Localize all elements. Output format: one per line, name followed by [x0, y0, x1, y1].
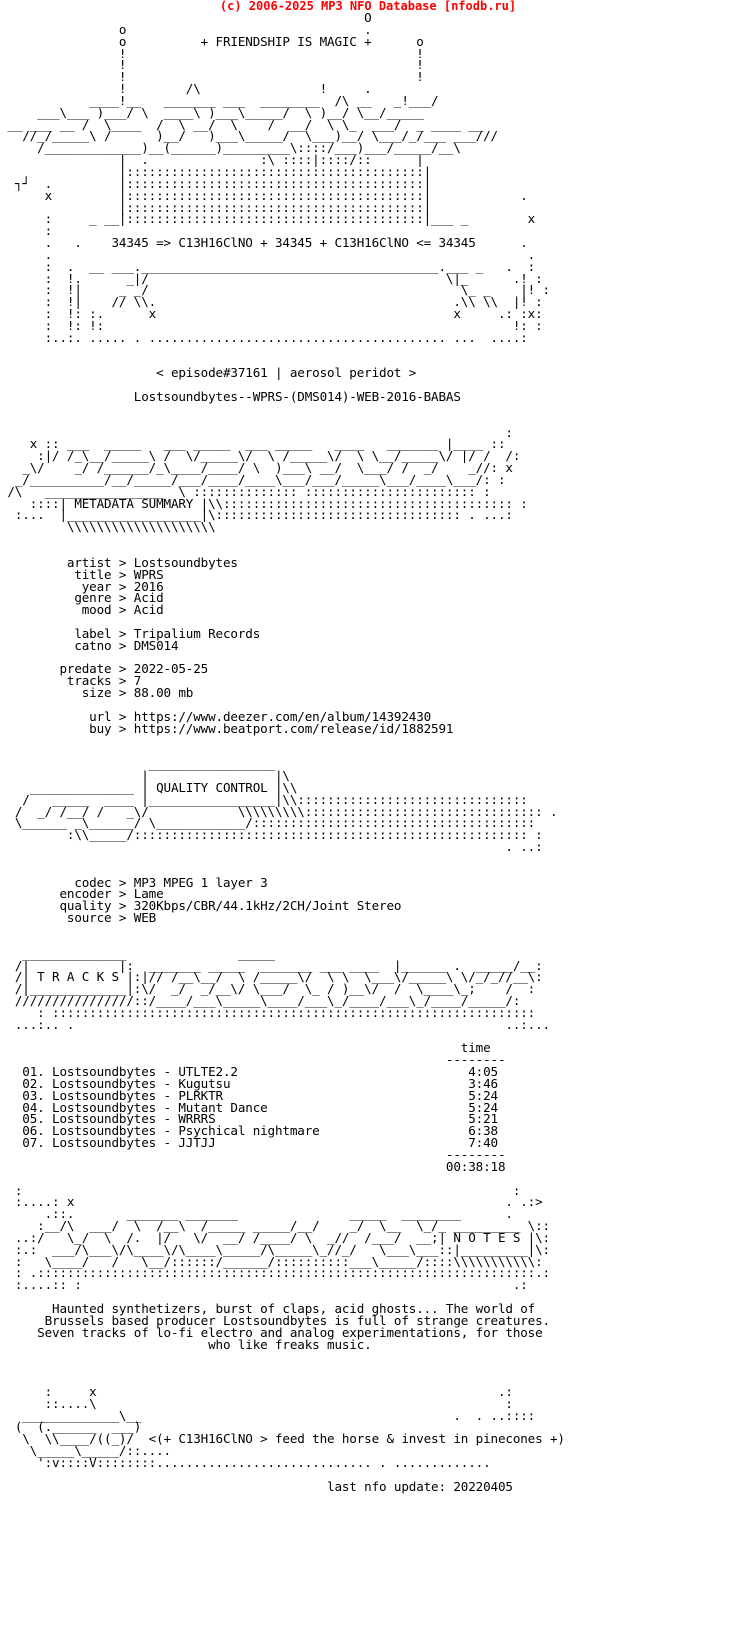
nfo-line: : x .: [0, 1383, 513, 1399]
nfo-line: / _____ ____ |_________________|\\::::::::::::::::::::::::::::::: [0, 791, 528, 807]
nfo-line: 01. Lostsoundbytes - UTLTE2.2 4:05 [0, 1064, 498, 1080]
nfo-line: catno > DMS014 [0, 637, 179, 653]
nfo-line: . . 34345 => C13H16ClNO + 34345 + C13H16ClNO <= 34345 . [0, 235, 528, 251]
nfo-line: ! /\ ! . [0, 81, 372, 97]
nfo-line: Lostsoundbytes--WPRS-(DMS014)-WEB-2016-BABAS [0, 389, 461, 404]
nfo-line: buy > https://www.beatport.com/release/id/1882591 [0, 720, 454, 736]
nfo-line: quality > 320Kbps/CBR/44.1kHz/2CH/Joint Stereo [0, 898, 402, 914]
nfo-line: codec > MP3 MPEG 1 layer 3 [0, 874, 268, 890]
nfo-line: |::::::::::::::::::::::::::::::::::::::::| [0, 163, 432, 179]
nfo-line: ..:/ \_/ \ /. |/ \/ __/ /____/ \ _// /___/ __;| N O T E S |\: [0, 1229, 550, 1245]
nfo-line: Haunted synthetizers, burst of claps, acid ghosts... The world of [0, 1300, 536, 1316]
nfo-line: Brussels based producer Lostsoundbytes is full of strange creatures. [0, 1312, 550, 1328]
nfo-line: 02. Lostsoundbytes - Kugutsu 3:46 [0, 1075, 498, 1091]
nfo-line: source > WEB [0, 910, 157, 926]
nfo-line: ////////////////::/____/___\_____\____/___\_/____/___\_/____/_____/: [0, 993, 521, 1009]
nfo-line: \ \\____/((_)/ <(+ C13H16ClNO > feed the horse & invest in pinecones +) [0, 1431, 565, 1447]
nfo-line: /| |: _______ _____ _______ ___ ____ |______ . _____/__: [0, 957, 543, 973]
nfo-line: : . __ ___.________________________________________.___ _ . : [0, 258, 536, 274]
nfo-line: _________________ [0, 756, 275, 772]
nfo-line: 04. Lostsoundbytes - Mutant Dance 5:24 [0, 1099, 498, 1115]
nfo-line: encoder > Lame [0, 886, 164, 902]
nfo-line: | . :\ ::::|::::/:: | [0, 152, 424, 168]
nfo-line: who like freaks music. [0, 1336, 372, 1352]
nfo-line: ┐┘ . |::::::::::::::::::::::::::::::::::::::::| [0, 175, 432, 191]
nfo-line: \\\\\\\\\\\\\\\\\\\\ [0, 519, 216, 535]
nfo-line: mood > Acid [0, 602, 164, 618]
nfo-line: 06. Lostsoundbytes - Psychical nightmare 6:38 [0, 1123, 498, 1139]
nfo-line: : !| _ _/ \_ _ |! : [0, 282, 550, 298]
nfo-line: /| T R A C K S |:|// /__\__/ \ /_____\/ \ \ \___\/_____\ \/_/_//__\: [0, 969, 543, 985]
nfo-line: 03. Lostsoundbytes - PLRKTR 5:24 [0, 1087, 498, 1103]
nfo-line: < episode#37161 | aerosol peridot > [0, 365, 417, 381]
nfo-line: : !| // \\. .\\ \\ |! : [0, 294, 543, 310]
nfo-line: o + FRIENDSHIP IS MAGIC + o [0, 33, 424, 49]
nfo-line: \______ _\______/ \____________/:::::::::::::::::::::::::::::::::::::: [0, 815, 536, 831]
nfo-line: : [0, 424, 513, 440]
nfodb-copyright-header: (c) 2006-2025 MP3 NFO Database [nfodb.ru] [219, 0, 517, 13]
nfo-line: genre > Acid [0, 590, 164, 606]
nfo-line: :__/\ ___/ \ /__\ /_____ _____/__/ _/ \__ \_/_ _________ \:: [0, 1218, 550, 1234]
nfo-line: :..:. ..... . ........................................ ... ....: [0, 329, 528, 345]
nfo-line: : [0, 223, 53, 239]
nfo-line: Seven tracks of lo-fi electro and analog experimentations, for those [0, 1324, 543, 1340]
nfo-line: x |::::::::::::::::::::::::::::::::::::::::| . [0, 187, 528, 203]
nfo-line: : ::::::::::::::::::::::::::::::::::::::::::::::::::::::::::::::::: [0, 1004, 536, 1020]
nfo-line: O [0, 10, 372, 25]
nfo-line: -------- [0, 1052, 506, 1068]
nfo-line: ...:.. . ..:... [0, 1016, 550, 1032]
nfo-line: size > 88.00 mb [0, 685, 194, 701]
nfo-line: :.: ___/\___\/\____\/\____\_____/\_____\_//_/ \___\___::|_________|\: [0, 1241, 550, 1257]
nfo-line: ::....\ : [0, 1395, 513, 1411]
nfo-line: | |\ [0, 768, 290, 783]
nfo-line: x :: ___ _____ ___ _____ ___ _____ ____ _______ |____ :: [0, 436, 506, 452]
nfo-line: :\\_____/::::::::::::::::::::::::::::::::::::::::::::::::::::: : [0, 827, 543, 843]
nfo-line: url > https://www.deezer.com/en/album/14392430 [0, 708, 432, 724]
nfo-line: |::::::::::::::::::::::::::::::::::::::::| [0, 199, 432, 215]
nfo-line: predate > 2022-05-25 [0, 661, 209, 677]
nfo-line: : !. _|/ \|_ .! : [0, 270, 543, 286]
nfo-line: /|_____________|:\/ _/ _/__\/ \___/ \_ / )__\/ / \____\_; / : [0, 981, 536, 997]
nfo-line: :|/ /_\__/_____\ / \/_____\/ \ /_____\/ \ \__/_____\/ |/ / /: [0, 448, 521, 464]
nfo-line: time [0, 1040, 491, 1056]
nfo-line: -------- [0, 1147, 506, 1162]
nfo-line: 05. Lostsoundbytes - WRRRS 5:21 [0, 1111, 498, 1127]
nfo-line: : !: !: !: : [0, 317, 543, 333]
nfo-line: : \____/ / \__/::::::/______/::::::::::___\_____/::::\\\\\\\\\\\: [0, 1253, 543, 1269]
nfo-line: : : [0, 1182, 521, 1198]
nfo-line: _\/ _/ /______/_\____/____/ \ )___\ __/ \___/ / _/ _//: x [0, 460, 513, 476]
nfo-line: tracks > 7 [0, 673, 142, 689]
nfo-line: ':v::::V::::::::............................. . ............. [0, 1454, 491, 1470]
nfo-line: _____________\__ . . ..:::: [0, 1407, 536, 1423]
nfo-line: .::. _______ _______ _____ ________ . [0, 1206, 513, 1222]
nfo-line: year > 2016 [0, 578, 164, 594]
nfo-text-block [0, 12, 565, 1492]
nfo-line: : .:::::::::::::::::::::::::::::::::::::::::::::::::::::::::::::::::::.: [0, 1265, 550, 1281]
nfo-line: : !: :. x x .: :x: [0, 306, 543, 322]
nfo-line: //_/_____\ / )__/ )___\_____/ \___)__/ \___/_/___ ___/// [0, 128, 498, 144]
nfo-line: 07. Lostsoundbytes - JJTJJ 7:40 [0, 1135, 498, 1151]
nfo-line: ! ! [0, 45, 424, 61]
nfo-line: ! ! [0, 57, 424, 73]
nfo-line: _/__________/__/_____/___/____/____\___/___/_____\___/____\___/: : [0, 471, 506, 487]
nfo-line: ____!__ _______ ___ ________ /\ __ _!___/ [0, 92, 439, 108]
nfo-line: ___\___ )___/ \ ____\ )___\_____/ \ )__/ \__/_____ [0, 104, 424, 120]
nfo-line: artist > Lostsoundbytes [0, 554, 238, 570]
nfo-line: :....: x . .:> [0, 1194, 543, 1210]
nfo-line: label > Tripalium Records [0, 625, 261, 641]
nfo-line: title > WPRS [0, 566, 164, 582]
nfo-line: ( (.______ ___) [0, 1419, 142, 1435]
nfo-line: last nfo update: 20220405 [0, 1478, 513, 1494]
nfo-line: / _/ /__/ / _\/ \\\\\\\\\:::::::::::::::::::::::::::::::: . [0, 803, 558, 819]
nfo-line: /\ ________________ \ :::::::::::::: ::::::::::::::::::::::: : [0, 483, 491, 499]
nfo-line: . ..: [0, 839, 543, 855]
nfo-line: /_____________)__(______)_________\::::/___)___/_____/__\ [0, 140, 461, 156]
nfo-line: ______________ _____ [0, 945, 275, 961]
nfo-line: ::::| METADATA SUMMARY |\\::::::::::::::::::::::::::::::::::::::: : [0, 495, 528, 511]
nfo-line: : _ __|::::::::::::::::::::::::::::::::::::::::|___ _ x [0, 211, 536, 227]
nfo-line: __ ___ __ / \____ / \ __/ \ / __/ \ \_ ___/ _ ____ __ [0, 116, 484, 132]
nfo-line: \_____\_____/::.... [0, 1443, 171, 1459]
nfo-line: :... |__________________|\::::::::::::::::::::::::::::::::: . ...: [0, 507, 513, 523]
nfo-line: o . [0, 21, 372, 37]
nfo-line: 00:38:18 [0, 1158, 506, 1174]
nfo-line: ______________ | QUALITY CONTROL |\\ [0, 779, 298, 795]
nfo-line: :....:: : .: [0, 1277, 528, 1293]
nfo-line: ! ! [0, 69, 424, 85]
nfo-line: . . [0, 246, 536, 262]
